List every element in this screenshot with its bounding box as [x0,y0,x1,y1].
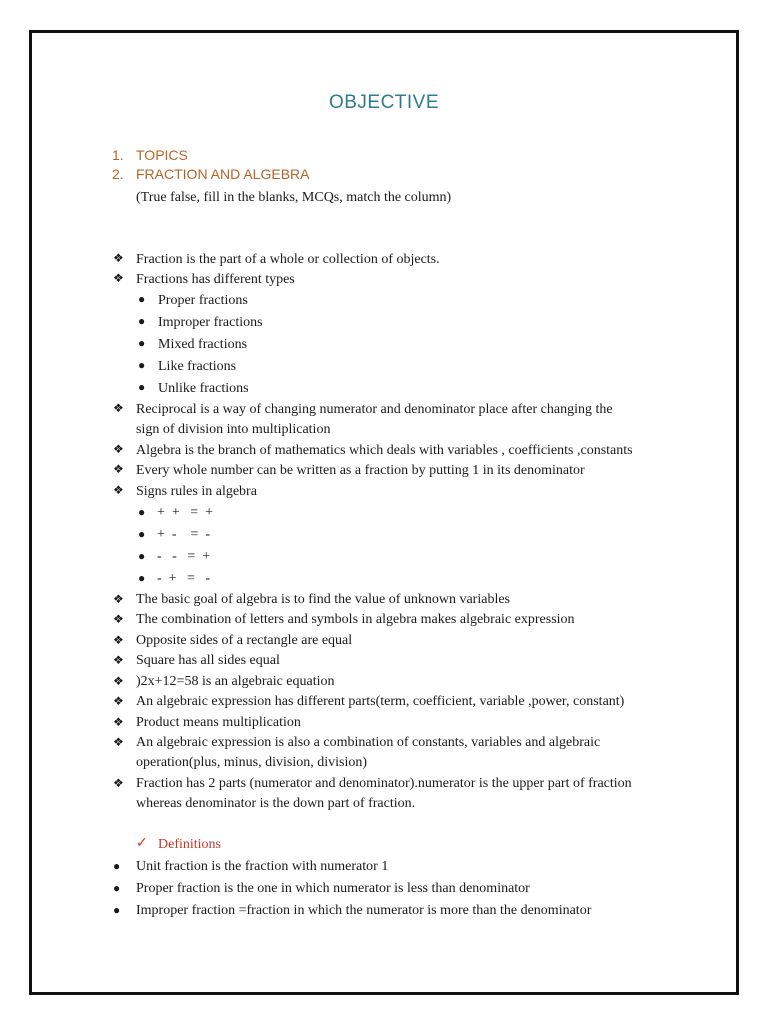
sub-bullet-text: Like fractions [158,359,237,374]
dot-bullet-icon: ● [138,505,146,519]
bullet-text: Product means multiplication [136,715,301,730]
diamond-bullet-icon: ❖ [113,735,124,749]
bullet-text: An algebraic expression is also a combination of constants, variables and algebraic [136,735,601,750]
diamond-bullet-icon: ❖ [113,653,124,667]
sub-bullet-text: Proper fractions [158,293,248,308]
bullet-text: The combination of letters and symbols in algebra makes algebraic expression [136,612,575,627]
dot-bullet-icon: ● [138,358,146,372]
dot-bullet-icon: ● [138,314,146,328]
bullet-text-continued: whereas denominator is the down part of fraction. [136,796,416,811]
bullet-text: Square has all sides equal [136,653,280,668]
bullet-text: Fractions has different types [136,272,295,287]
diamond-bullet-icon: ❖ [113,694,124,708]
bullet-text: Signs rules in algebra [136,484,257,499]
dot-bullet-icon: ● [138,527,146,541]
sub-bullet-text: Mixed fractions [158,337,248,352]
diamond-bullet-icon: ❖ [113,633,124,647]
bullet-text: The basic goal of algebra is to find the value of unknown variables [136,592,510,607]
sub-bullet-text: Improper fractions [158,315,263,330]
bullet-text: )2x+12=58 is an algebraic equation [136,674,335,689]
bullet-text: Opposite sides of a rectangle are equal [136,633,353,648]
dot-bullet-icon: ● [113,881,121,895]
sign-rule: - - = + [157,549,211,564]
topic-number: 1. [112,147,124,163]
sign-rule: + + = + [157,505,214,520]
bullet-text: Fraction is the part of a whole or collection of objects. [136,252,440,267]
bullet-text: Reciprocal is a way of changing numerator and denominator place after changing the [136,402,613,417]
dot-bullet-icon: ● [113,859,121,873]
bullet-text: Every whole number can be written as a fraction by putting 1 in its denominator [136,463,585,478]
topic-label: FRACTION AND ALGEBRA [136,166,310,182]
sign-rule: - + = - [157,571,211,586]
diamond-bullet-icon: ❖ [113,442,124,456]
definition-item: Unit fraction is the fraction with numerator 1 [136,859,389,874]
topic-item [112,146,309,165]
sign-rule: + - = - [157,527,211,542]
dot-bullet-icon: ● [138,292,146,306]
bullet-text: An algebraic expression has different parts(term, coefficient, variable ,power, constant) [136,694,625,709]
diamond-bullet-icon: ❖ [113,401,124,415]
checkmark-icon: ✓ [136,836,148,851]
definition-item: Proper fraction is the one in which numerator is less than denominator [136,881,530,896]
sub-bullet-text: Unlike fractions [158,381,249,396]
dot-bullet-icon: ● [138,571,146,585]
topic-note: (True false, fill in the blanks, MCQs, match the column) [136,190,452,205]
diamond-bullet-icon: ❖ [113,674,124,688]
dot-bullet-icon: ● [138,380,146,394]
diamond-bullet-icon: ❖ [113,776,124,790]
topics-list [112,146,309,184]
topic-label: TOPICS [136,147,188,163]
diamond-bullet-icon: ❖ [113,271,124,285]
diamond-bullet-icon: ❖ [113,483,124,497]
bullet-text-continued: operation(plus, minus, division, division) [136,755,367,770]
bullet-text: Fraction has 2 parts (numerator and denominator).numerator is the upper part of fraction [136,776,632,791]
dot-bullet-icon: ● [138,549,146,563]
page-title: OBJECTIVE [328,92,440,113]
diamond-bullet-icon: ❖ [113,592,124,606]
diamond-bullet-icon: ❖ [113,251,124,265]
dot-bullet-icon: ● [113,903,121,917]
diamond-bullet-icon: ❖ [113,612,124,626]
diamond-bullet-icon: ❖ [113,462,124,476]
definition-item: Improper fraction =fraction in which the numerator is more than the denominator [136,903,592,918]
bullet-text-continued: sign of division into multiplication [136,422,331,437]
bullet-text: Algebra is the branch of mathematics which deals with variables , coefficients ,constants [136,443,633,458]
topic-number: 2. [112,166,124,182]
dot-bullet-icon: ● [138,336,146,350]
topic-item [112,165,309,184]
definitions-heading: Definitions [158,837,221,852]
diamond-bullet-icon: ❖ [113,715,124,729]
